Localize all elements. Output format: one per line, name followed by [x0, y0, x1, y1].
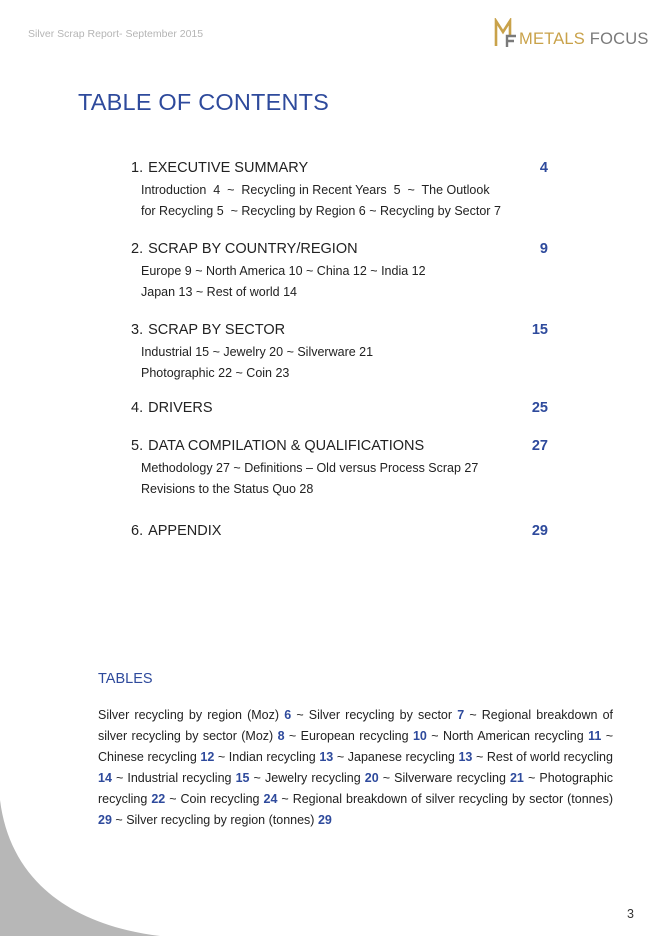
toc-section[interactable] [131, 321, 548, 384]
table-entry-label[interactable]: Indian recycling [228, 750, 316, 764]
decorative-corner-swoosh [0, 800, 160, 936]
table-entry-label[interactable]: Industrial recycling [127, 771, 232, 785]
table-entry-separator: ~ [475, 750, 484, 764]
toc-subtopic-line: Europe 9 ~ North America 10 ~ China 12 ~ India 12 [141, 264, 426, 278]
toc-section[interactable] [131, 522, 548, 540]
table-entry-page: 6 [284, 708, 292, 722]
toc-section-heading [131, 522, 548, 540]
toc-section-title-wrap [131, 159, 308, 177]
metals-focus-logo [494, 16, 649, 48]
toc-section-subtopics [141, 342, 548, 384]
table-entry-label[interactable]: Regional breakdown of silver recycling by sector (tonnes) [292, 792, 613, 806]
toc-section-page: 15 [531, 322, 548, 338]
toc-section-page: 4 [539, 160, 548, 176]
table-entry-page: 8 [277, 729, 285, 743]
table-entry-page: 22 [151, 792, 166, 806]
toc-section-page: 25 [531, 400, 548, 416]
table-entry-separator: ~ [217, 750, 226, 764]
toc-section-title: SCRAP BY SECTOR [148, 322, 286, 338]
toc-section-heading [131, 159, 548, 177]
report-header-title: Silver Scrap Report- September 2015 [28, 28, 204, 40]
toc-section-number: 1. [131, 160, 144, 176]
toc-section[interactable] [131, 240, 548, 303]
mf-logo-icon [494, 18, 518, 48]
table-entry-separator: ~ [469, 708, 477, 722]
table-entry-separator: ~ [296, 708, 304, 722]
toc-subtopic-line: for Recycling 5 ~ Recycling by Region 6 ~ Recycling by Sector 7 [141, 204, 501, 218]
toc-subtopic-line: Revisions to the Status Quo 28 [141, 482, 314, 496]
toc-section-page: 29 [531, 523, 548, 539]
table-entry-page: 7 [457, 708, 465, 722]
table-entry-label[interactable]: Silverware recycling [394, 771, 506, 785]
toc-section-heading [131, 321, 548, 339]
table-entry-separator: ~ [115, 813, 123, 827]
toc-section-number: 3. [131, 322, 144, 338]
table-entry-separator: ~ [281, 792, 289, 806]
table-entry-label[interactable]: Rest of world recycling [486, 750, 613, 764]
table-entry-page: 11 [588, 729, 602, 743]
table-entry-separator: ~ [605, 729, 613, 743]
toc-section-number: 2. [131, 241, 144, 257]
toc-section-title: DRIVERS [148, 400, 213, 416]
toc-section-title-wrap [131, 437, 424, 455]
toc-subtopic-line: Industrial 15 ~ Jewelry 20 ~ Silverware 21 [141, 345, 374, 359]
table-entry-label[interactable]: Silver recycling by region (Moz) [98, 708, 280, 722]
table-entry-page: 10 [412, 729, 427, 743]
table-entry-separator: ~ [336, 750, 345, 764]
table-entry-page: 14 [98, 771, 112, 785]
table-entry-label[interactable]: Photographic recycling [98, 771, 614, 806]
toc-subtopic-line: Introduction 4 ~ Recycling in Recent Years 5 ~ The Outlook [141, 183, 490, 197]
toc-section-subtopics [141, 458, 548, 500]
table-entry-page: 29 [98, 813, 112, 827]
toc-section-heading [131, 240, 548, 258]
toc-section-page: 9 [539, 241, 548, 257]
table-entry-label[interactable]: Coin recycling [180, 792, 260, 806]
table-entry-label[interactable]: Jewelry recycling [264, 771, 361, 785]
table-entry-label[interactable]: North American recycling [442, 729, 584, 743]
table-entry-separator: ~ [527, 771, 536, 785]
toc-section-title: APPENDIX [148, 523, 222, 539]
table-entry-separator: ~ [288, 729, 297, 743]
table-entry-page: 13 [458, 750, 473, 764]
table-entry-label[interactable]: Chinese recycling [98, 750, 197, 764]
toc-subtopic-line: Photographic 22 ~ Coin 23 [141, 366, 290, 380]
table-entry-separator: ~ [253, 771, 261, 785]
table-entry-page: 24 [263, 792, 278, 806]
toc-section[interactable] [131, 437, 548, 500]
toc-section-number: 5. [131, 438, 144, 454]
toc-subtopic-line: Methodology 27 ~ Definitions – Old versus Process Scrap 27 [141, 461, 479, 475]
toc-section[interactable] [131, 399, 548, 417]
toc-title: TABLE OF CONTENTS [78, 89, 330, 115]
page-number: 3 [627, 907, 634, 921]
table-entry-label[interactable]: Silver recycling by region (tonnes) [126, 813, 315, 827]
toc-section-title: EXECUTIVE SUMMARY [148, 160, 309, 176]
logo-focus-text: FOCUS [589, 29, 649, 48]
table-entry-page: 15 [235, 771, 250, 785]
toc-section-heading [131, 437, 548, 455]
toc-subtopic-line: Japan 13 ~ Rest of world 14 [141, 285, 297, 299]
toc-section-title-wrap [131, 522, 221, 540]
table-entry-page: 21 [509, 771, 524, 785]
table-entry-page: 29 [317, 813, 332, 827]
toc-section-number: 4. [131, 400, 144, 416]
toc-section-subtopics [141, 180, 548, 222]
toc-section-title-wrap [131, 321, 285, 339]
tables-heading: TABLES [98, 671, 153, 687]
toc-section-title-wrap [131, 399, 213, 417]
toc-section-number: 6. [131, 523, 144, 539]
toc-section-title-wrap [131, 240, 358, 258]
toc-section[interactable] [131, 159, 548, 222]
tables-list [98, 705, 613, 831]
toc-section-subtopics [141, 261, 548, 303]
table-entry-separator: ~ [115, 771, 124, 785]
toc-section-title: DATA COMPILATION & QUALIFICATIONS [148, 438, 425, 454]
toc-section-heading [131, 399, 548, 417]
logo-wordmark [519, 31, 649, 48]
table-entry-separator: ~ [431, 729, 439, 743]
table-entry-page: 13 [319, 750, 334, 764]
table-entry-separator: ~ [169, 792, 177, 806]
table-entry-label[interactable]: Japanese recycling [347, 750, 455, 764]
table-entry-page: 20 [364, 771, 379, 785]
toc-section-title: SCRAP BY COUNTRY/REGION [148, 241, 358, 257]
table-entry-separator: ~ [382, 771, 391, 785]
toc-section-page: 27 [531, 438, 548, 454]
table-entry-label[interactable]: Regional breakdown of silver recycling by sector (Moz) [98, 708, 613, 743]
logo-metals-text: METALS [519, 29, 585, 48]
table-entry-page: 12 [200, 750, 215, 764]
table-entry-label[interactable]: European recycling [300, 729, 409, 743]
table-entry-label[interactable]: Silver recycling by sector [308, 708, 453, 722]
